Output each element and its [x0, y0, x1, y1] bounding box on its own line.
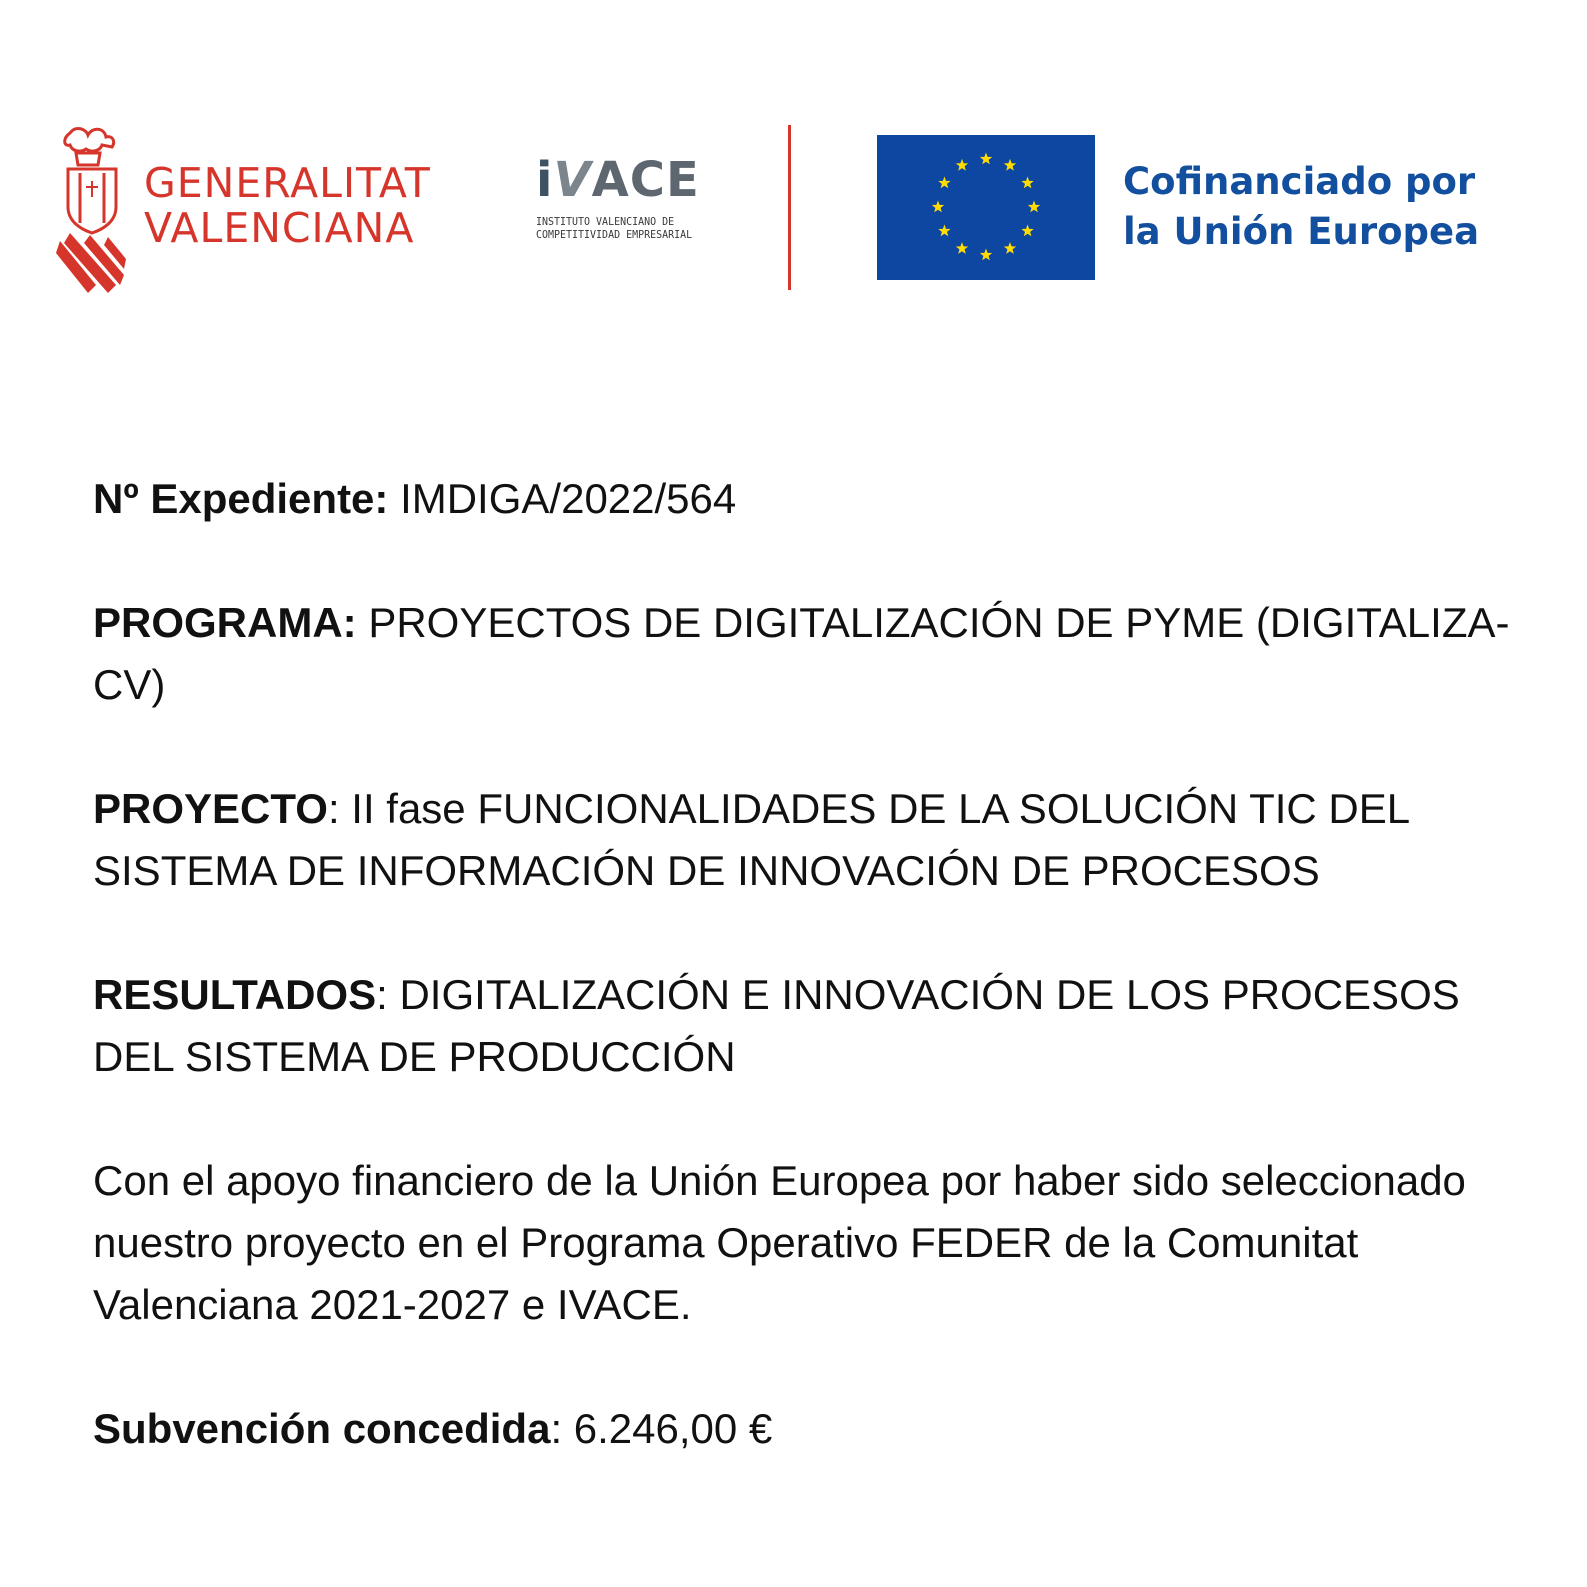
resultados-label: RESULTADOS	[93, 971, 377, 1018]
proyecto-line	[93, 778, 1513, 902]
resultados-line	[93, 964, 1513, 1088]
resultados-value: : DIGITALIZACIÓN E INNOVACIÓN DE LOS PROCESOS DEL SISTEMA DE PRODUCCIÓN	[93, 971, 1460, 1080]
programa-line	[93, 592, 1513, 716]
eu-flag-icon	[877, 135, 1095, 280]
subvencion-line	[93, 1398, 1513, 1460]
generalitat-line2: VALENCIANA	[144, 204, 415, 252]
expediente-line	[93, 468, 1513, 530]
programa-label: PROGRAMA:	[93, 599, 357, 646]
proyecto-label: PROYECTO	[93, 785, 328, 832]
programa-value: PROYECTOS DE DIGITALIZACIÓN DE PYME (DIGITALIZA-CV)	[93, 599, 1510, 708]
ivace-letter-i: i	[536, 152, 554, 208]
eu-caption-line1: Cofinanciado por	[1123, 160, 1476, 203]
generalitat-wordmark	[144, 161, 431, 251]
ivace-letters-ace: ACE	[591, 152, 700, 208]
eu-caption-line2: la Unión Europea	[1123, 210, 1480, 253]
ivace-wordmark	[536, 152, 700, 212]
eu-caption	[1123, 157, 1479, 257]
expediente-label: Nº Expediente:	[93, 475, 389, 522]
logo-bar	[0, 0, 1587, 320]
subvencion-label: Subvención concedida	[93, 1405, 551, 1452]
ivace-subtitle-line1: INSTITUTO VALENCIANO DE	[536, 216, 675, 228]
ivace-letter-v: V	[553, 152, 592, 208]
proyecto-value: : II fase FUNCIONALIDADES DE LA SOLUCIÓN TIC DEL SISTEMA DE INFORMACIÓN DE INNOVACIÓN DE PROCESOS	[93, 785, 1409, 894]
generalitat-valenciana-logo	[56, 125, 476, 295]
ivace-subtitle	[536, 216, 692, 242]
ivace-subtitle-line2: COMPETITIVIDAD EMPRESARIAL	[536, 229, 693, 241]
document-body	[93, 468, 1513, 1460]
logo-divider	[788, 125, 791, 290]
generalitat-line1: GENERALITAT	[144, 159, 431, 207]
ivace-logo	[536, 152, 716, 262]
subvencion-value: : 6.246,00 €	[550, 1405, 773, 1452]
generalitat-emblem-icon	[56, 125, 128, 293]
expediente-value: IMDIGA/2022/564	[388, 475, 737, 522]
apoyo-paragraph: Con el apoyo financiero de la Unión Europea por haber sido seleccionado nuestro proyecto en el Programa Operativo FEDER de la Comunitat Valenciana 2021-2027 e IVACE.	[93, 1157, 1466, 1328]
